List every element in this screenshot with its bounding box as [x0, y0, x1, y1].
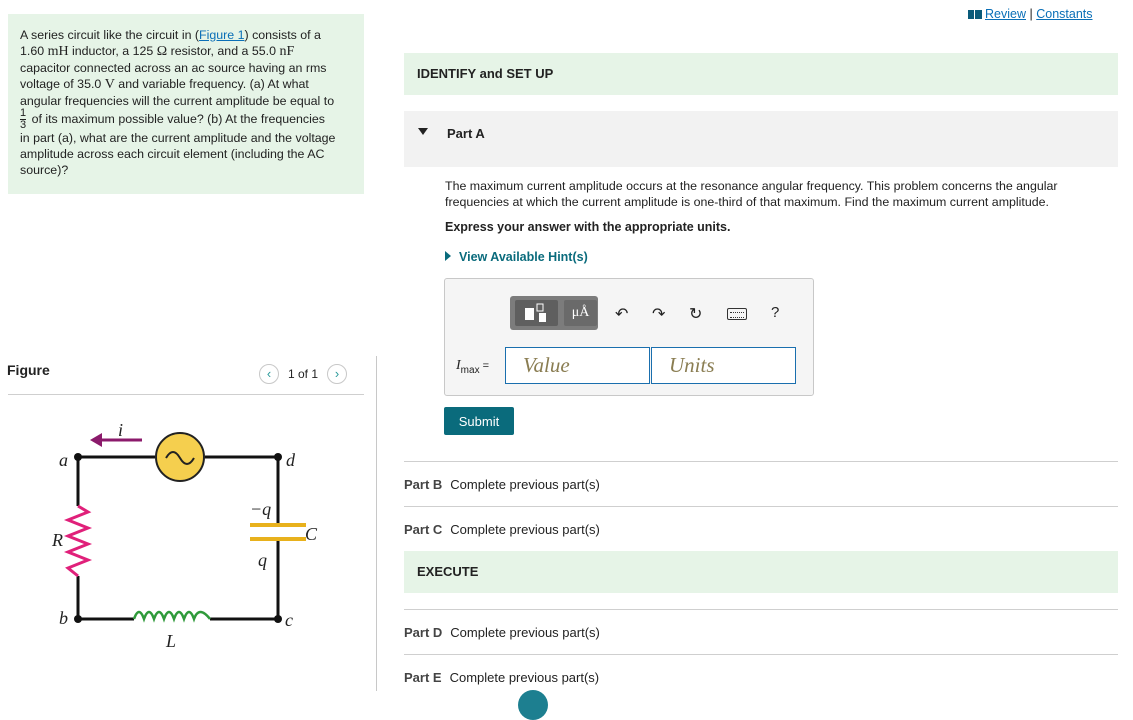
label-q: q: [258, 550, 267, 570]
collapse-triangle-icon[interactable]: [418, 128, 428, 135]
part-e-row[interactable]: Part E Complete previous part(s): [404, 670, 600, 685]
constants-link[interactable]: Constants: [1036, 7, 1093, 21]
divider: [8, 394, 364, 395]
label-neg-q: −q: [250, 499, 272, 519]
divider: [404, 506, 1118, 507]
figure-pager: [259, 364, 347, 384]
view-hints-link[interactable]: View Available Hint(s): [445, 250, 588, 264]
inductor: [134, 612, 210, 619]
label-c: c: [285, 610, 293, 630]
fraction-one-third: $\frac{1}{3}$: [20, 107, 27, 131]
label-r: R: [52, 530, 63, 550]
problem-text: in part (a), what are the current amplitude and the voltage: [20, 131, 336, 145]
divider: [404, 461, 1118, 462]
part-a-label: Part A: [447, 126, 485, 141]
divider: [404, 654, 1118, 655]
node-a: [74, 453, 82, 461]
unit-mh: mH: [47, 44, 69, 59]
arrow-head-icon: [90, 433, 102, 447]
part-a-description: The maximum current amplitude occurs at the resonance angular frequency. This problem concerns the angular frequencies at which the current amplitude is one-third of that maximum. Find the maximum current amplitude.: [445, 179, 1058, 209]
redo-icon[interactable]: ↷: [652, 306, 666, 323]
expand-triangle-icon: [445, 251, 451, 261]
node-d: [274, 453, 282, 461]
floating-action-button[interactable]: [518, 690, 548, 720]
book-icon: [968, 10, 982, 19]
section-execute: EXECUTE: [404, 551, 1118, 593]
node-c: [274, 615, 282, 623]
next-figure-button[interactable]: ›: [327, 364, 347, 384]
header-links: [968, 7, 1093, 21]
units-input[interactable]: Units: [651, 347, 796, 384]
units-button[interactable]: μÅ: [564, 300, 597, 326]
prev-figure-button[interactable]: ‹: [259, 364, 279, 384]
submit-button[interactable]: Submit: [444, 407, 514, 435]
unit-ohm: Ω: [156, 44, 168, 59]
label-l: L: [166, 631, 177, 651]
label-c-capacitor: C: [305, 524, 318, 544]
node-b: [74, 615, 82, 623]
problem-text: amplitude across each circuit element (including the AC: [20, 147, 325, 161]
value-input[interactable]: Value: [505, 347, 650, 384]
review-link[interactable]: Review: [985, 7, 1026, 21]
separator: |: [1029, 7, 1033, 21]
part-d-row[interactable]: Part D Complete previous part(s): [404, 625, 600, 640]
problem-text: voltage of 35.0: [20, 77, 105, 91]
part-a-header[interactable]: [404, 111, 1118, 167]
keyboard-icon[interactable]: [727, 308, 747, 320]
problem-text: capacitor connected across an ac source having an rms: [20, 61, 327, 75]
problem-text: resistor, and a 55.0: [167, 44, 280, 58]
problem-text: inductor, a 125: [68, 44, 157, 58]
templates-icon: [515, 300, 558, 326]
resistor: [68, 506, 88, 576]
label-d: d: [286, 450, 295, 470]
capacitor-plate-top: [250, 523, 306, 527]
figure-title: Figure: [7, 362, 50, 378]
problem-statement: [8, 14, 364, 194]
problem-text: source)?: [20, 163, 69, 177]
problem-text: and variable frequency. (a) At what: [114, 77, 309, 91]
problem-text: 1.60: [20, 44, 48, 58]
templates-button[interactable]: [515, 300, 558, 326]
capacitor-plate-bottom: [250, 537, 306, 541]
unit-v: V: [104, 77, 115, 92]
divider: [376, 356, 377, 691]
problem-text: of its maximum possible value? (b) At the frequencies: [28, 111, 325, 126]
variable-label: $I_{max}$ =: [456, 358, 490, 376]
part-b-row[interactable]: Part B Complete previous part(s): [404, 477, 600, 492]
help-icon[interactable]: ?: [771, 304, 780, 321]
figure-link[interactable]: Figure 1: [199, 28, 245, 42]
reset-icon[interactable]: ↻: [689, 306, 703, 323]
express-instruction: Express your answer with the appropriate units.: [445, 220, 731, 234]
undo-icon[interactable]: ↶: [615, 306, 629, 323]
figure-page-count: 1 of 1: [288, 367, 319, 381]
label-i: i: [118, 420, 124, 440]
divider: [404, 609, 1118, 610]
circuit-diagram: [0, 400, 370, 660]
problem-text: A series circuit like the circuit in (: [20, 28, 200, 42]
unit-nf: nF: [279, 44, 295, 59]
problem-text: angular frequencies will the current amplitude be equal to: [20, 94, 335, 108]
label-a: a: [59, 450, 68, 470]
section-identify: IDENTIFY and SET UP: [404, 53, 1118, 95]
problem-text: ) consists of a: [244, 28, 321, 42]
part-c-row[interactable]: Part C Complete previous part(s): [404, 522, 600, 537]
label-b: b: [59, 608, 68, 628]
